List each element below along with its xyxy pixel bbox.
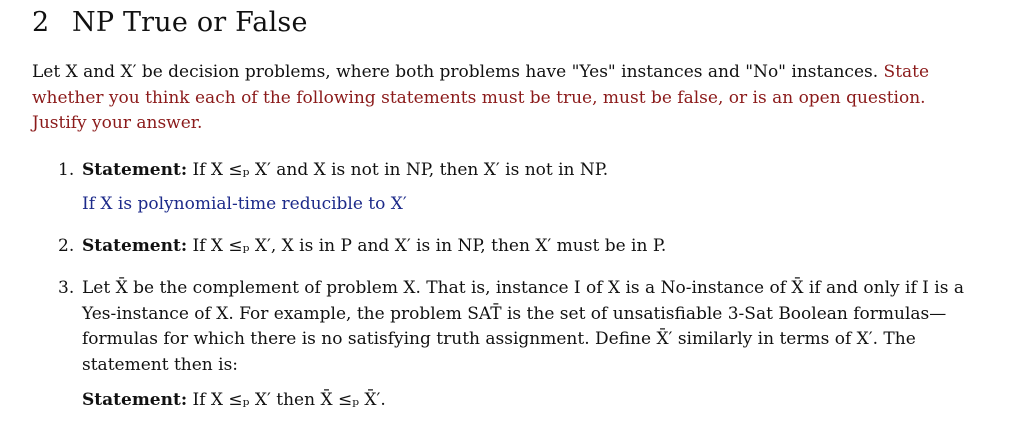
statement-text: If X ≤ₚ X′, X is in P and X′ is in NP, then X′ must be in P.: [192, 236, 667, 256]
list-item: [58, 158, 984, 184]
intro-text: Let X and X′ be decision problems, where both problems have "Yes" instances and "No" instances.: [32, 62, 884, 82]
section-number: 2: [32, 7, 50, 38]
final-statement: [82, 388, 984, 414]
item-paragraph: Let X̄ be the complement of problem X. That is, instance I of X is a No-instance of X̄ if and only if I is a Yes-instance of X. For example, the problem SAT̄ is the set of unsatisfiable 3-Sat Boolean formulas—formulas for which there is no satisfying truth assignment. Define X̄′ similarly in terms of X′. The statement then is:: [82, 278, 964, 375]
statement-label: Statement:: [82, 390, 188, 410]
statement-label: Statement:: [82, 160, 188, 180]
item-number: 2.: [58, 236, 75, 256]
statement-text: If X ≤ₚ X′ then X̄ ≤ₚ X̄′.: [192, 390, 386, 410]
statement-text: If X ≤ₚ X′ and X is not in NP, then X′ is not in NP.: [192, 160, 609, 180]
handwritten-note: If X is polynomial-time reducible to X′: [82, 194, 407, 214]
item-number: 3.: [58, 278, 75, 298]
intro-instruction: State whether you think each of the following statements must be true, must be false, or is an open question. Justify your answer.: [32, 62, 930, 133]
list-item: [58, 276, 984, 414]
section-title: NP True or False: [72, 7, 308, 38]
section-heading: [32, 6, 308, 40]
item-number: 1.: [58, 160, 75, 180]
statement-label: Statement:: [82, 236, 188, 256]
intro-paragraph: [32, 60, 982, 137]
list-item: [58, 234, 984, 260]
